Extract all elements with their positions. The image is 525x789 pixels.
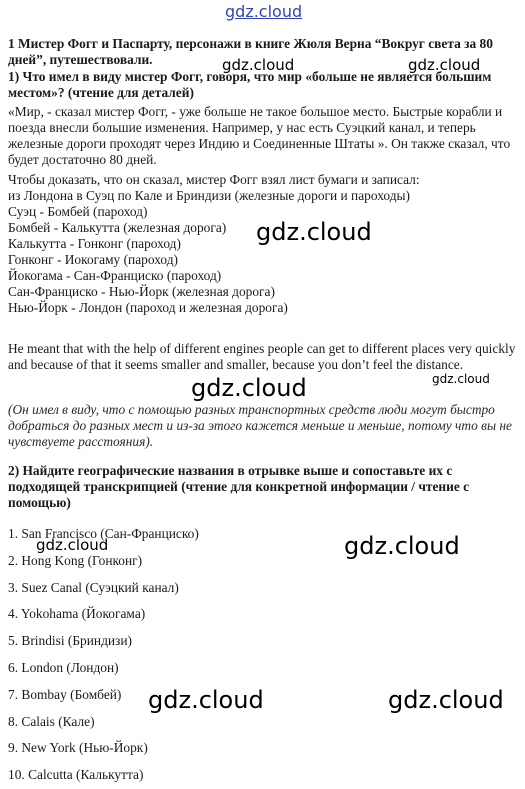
quote-paragraph [8,104,520,168]
watermark: gdz.cloud [344,532,460,560]
place-item: 5. Brindisi (Бриндизи) [8,633,132,649]
watermark-link[interactable]: gdz.cloud [225,2,303,21]
route-item: Калькутта - Гонконг (пароход) [8,236,181,251]
places-list [8,521,520,789]
routes-intro-line: из Лондона в Суэц по Кале и Бриндизи (железные дороги и пароходы) [8,188,410,203]
english-answer-text: He meant that with the help of different engines people can get to different places very quickly and because of that it seems smaller and smaller, because you don’t feel the distance. [8,341,516,372]
route-item: Сан-Франциско - Нью-Йорк (железная дорога) [8,284,275,299]
place-item: 6. London (Лондон) [8,659,119,675]
question-2-title [8,463,520,511]
place-item: 8. Calais (Кале) [8,713,95,729]
watermark: gdz.cloud [191,374,307,402]
routes-intro-line: Чтобы доказать, что он сказал, мистер Фогг взял лист бумаги и записал: [8,172,420,187]
question-2-title-text: 2) Найдите географические названия в отрывке выше и сопоставьте их с подходящей транскрипцией (чтение для конкретной информации / чтение с помощью) [8,463,470,510]
route-item: Нью-Йорк - Лондон (пароход и железная дорога) [8,300,288,315]
route-item: Бомбей - Калькутта (железная дорога) [8,220,227,235]
place-item: 7. Bombay (Бомбей) [8,686,122,702]
place-item: 4. Yokohama (Йокогама) [8,606,146,622]
english-answer [8,341,520,373]
watermark: gdz.cloud [36,536,109,554]
watermark: gdz.cloud [222,56,295,74]
place-item: 1. San Francisco (Сан-Франциско) [8,526,199,541]
quote-text: «Мир, - сказал мистер Фогг, - уже больше не такое большое место. Быстрые корабли и поезда внесли большие изменения. Например, у нас есть Суэцкий канал, и теперь железные дороги проходят через Индию и Соединенные Штаты ». Он также сказал, что будет достаточно 80 дней. [8,104,511,167]
watermark: gdz.cloud [256,218,372,246]
question-1-subtitle-text: 1) Что имел в виду мистер Фогг, говоря, что мир «больше не является большим местом»? (чтение для деталей) [8,69,492,100]
watermark: gdz.cloud [388,686,504,714]
place-item: 10. Calcutta (Калькутта) [8,767,144,783]
place-item: 2. Hong Kong (Гонконг) [8,552,143,568]
route-item: Гонконг - Иокогаму (пароход) [8,252,178,267]
route-item: Йокогама - Сан-Франциско (пароход) [8,268,222,283]
russian-translation [8,402,520,450]
watermark: gdz.cloud [432,372,490,386]
route-item: Суэц - Бомбей (пароход) [8,204,148,219]
question-1-title-text: 1 Мистер Фогг и Паспарту, персонажи в книге Жюля Верна “Вокруг света за 80 дней”, путешествовали. [8,36,493,67]
watermark: gdz.cloud [408,56,481,74]
place-item: 3. Suez Canal (Суэцкий канал) [8,579,179,595]
russian-translation-text: (Он имел в виду, что с помощью разных транспортных средств люди могут быстро добраться до разных мест и из-за этого кажется меньше и меньше, потому что вы не чувствуете расстояния). [8,402,512,449]
watermark: gdz.cloud [148,686,264,714]
place-item: 9. New York (Нью-Йорк) [8,740,148,756]
